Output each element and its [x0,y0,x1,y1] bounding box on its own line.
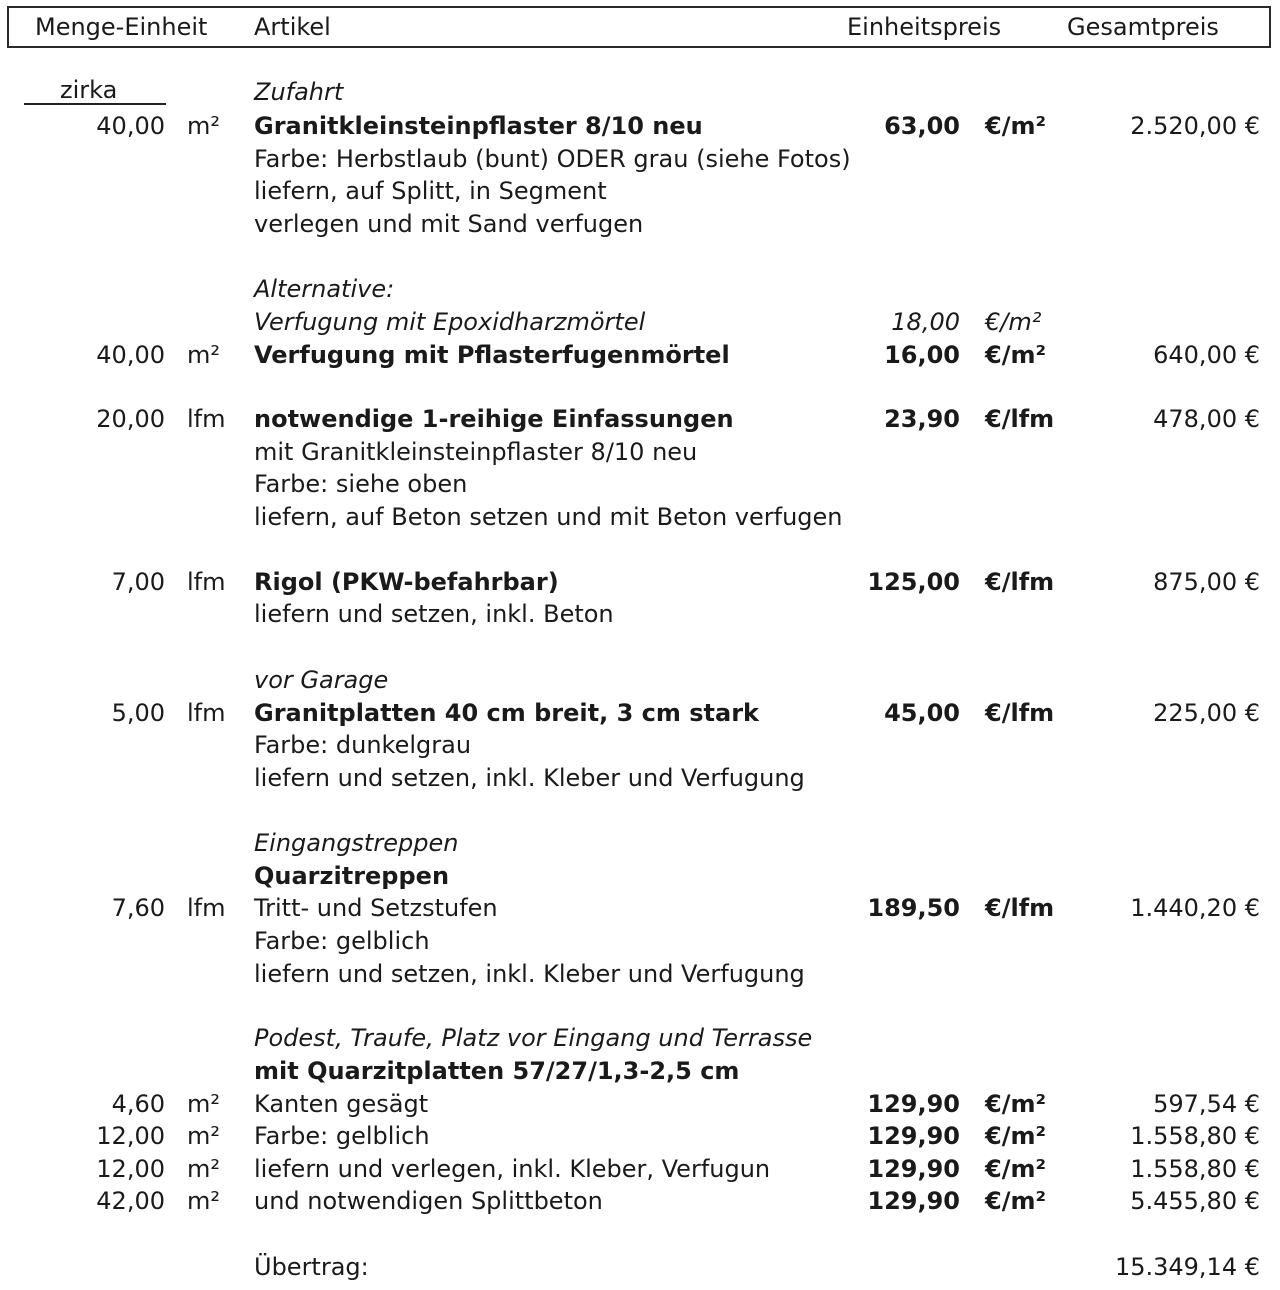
desc-podest: und notwendigen Splittbeton [254,1187,603,1215]
qty-zufahrt: 40,00 [96,112,165,140]
price-treppen: 189,50 [867,894,960,922]
alternative-label: Alternative: [254,275,395,303]
total-podest: 5.455,80 € [1130,1187,1260,1215]
desc-line: liefern, auf Beton setzen und mit Beton verfugen [254,503,843,531]
desc-line: liefern und setzen, inkl. Kleber und Verfugung [254,764,805,792]
epoxid-text: Verfugung mit Epoxidharzmörtel [254,308,646,336]
qty-rigol: 7,00 [111,568,165,596]
subtitle-treppen: Tritt- und Setzstufen [254,894,498,922]
price-unit-podest: €/m² [985,1122,1046,1150]
desc-podest: Farbe: gelblich [254,1122,430,1150]
price-einfassung: 23,90 [884,405,960,433]
epoxid-price-unit: €/m² [985,308,1042,336]
unit-treppen: lfm [187,894,226,922]
zirka-label: zirka [60,76,118,104]
table-header [7,6,1271,48]
desc-line: Farbe: siehe oben [254,470,468,498]
total-podest: 597,54 € [1153,1090,1260,1118]
desc-line: liefern, auf Splitt, in Segment [254,177,607,205]
header-total: Gesamtpreis [1067,13,1219,41]
epoxid-price: 18,00 [891,308,960,336]
category-podest: Podest, Traufe, Platz vor Eingang und Terrasse [254,1024,813,1052]
unit-podest: m² [187,1187,220,1215]
total-alternative: 640,00 € [1153,341,1260,369]
qty-alternative: 40,00 [96,341,165,369]
total-einfassung: 478,00 € [1153,405,1260,433]
title-podest: mit Quarzitplatten 57/27/1,3-2,5 cm [254,1057,740,1085]
carryover-total: 15.349,14 € [1114,1253,1260,1281]
title-garage: Granitplatten 40 cm breit, 3 cm stark [254,699,759,727]
desc-line: Farbe: Herbstlaub (bunt) ODER grau (siehe Fotos) [254,145,851,173]
desc-line: Farbe: gelblich [254,927,430,955]
unit-podest: m² [187,1090,220,1118]
unit-garage: lfm [187,699,226,727]
category-zufahrt: Zufahrt [254,78,344,106]
desc-line: liefern und setzen, inkl. Beton [254,600,614,628]
price-unit-podest: €/m² [985,1187,1046,1215]
total-zufahrt: 2.520,00 € [1130,112,1260,140]
price-podest: 129,90 [867,1122,960,1150]
total-podest: 1.558,80 € [1130,1155,1260,1183]
qty-treppen: 7,60 [111,894,165,922]
total-podest: 1.558,80 € [1130,1122,1260,1150]
category-treppen: Eingangstreppen [254,829,459,857]
title-treppen: Quarzitreppen [254,862,450,890]
desc-line: Farbe: dunkelgrau [254,731,472,759]
price-unit-treppen: €/lfm [985,894,1055,922]
price-garage: 45,00 [884,699,960,727]
price-zufahrt: 63,00 [884,112,960,140]
total-treppen: 1.440,20 € [1130,894,1260,922]
price-rigol: 125,00 [867,568,960,596]
price-podest: 129,90 [867,1090,960,1118]
unit-podest: m² [187,1122,220,1150]
qty-garage: 5,00 [111,699,165,727]
desc-podest: Kanten gesägt [254,1090,429,1118]
qty-podest: 12,00 [96,1122,165,1150]
title-einfassung: notwendige 1-reihige Einfassungen [254,405,734,433]
desc-line: mit Granitkleinsteinpflaster 8/10 neu [254,438,698,466]
unit-alternative: m² [187,341,220,369]
header-unit-price: Einheitspreis [847,13,1002,41]
header-article: Artikel [254,13,331,41]
price-unit-rigol: €/lfm [985,568,1055,596]
price-unit-podest: €/m² [985,1155,1046,1183]
price-alternative: 16,00 [884,341,960,369]
qty-podest: 4,60 [111,1090,165,1118]
qty-podest: 12,00 [96,1155,165,1183]
qty-einfassung: 20,00 [96,405,165,433]
header-qty: Menge-Einheit [35,13,208,41]
unit-einfassung: lfm [187,405,226,433]
title-rigol: Rigol (PKW-befahrbar) [254,568,559,596]
price-unit-alternative: €/m² [985,341,1046,369]
price-podest: 129,90 [867,1187,960,1215]
title-alternative: Verfugung mit Pflasterfugenmörtel [254,341,730,369]
price-unit-garage: €/lfm [985,699,1055,727]
qty-podest: 42,00 [96,1187,165,1215]
unit-rigol: lfm [187,568,226,596]
unit-zufahrt: m² [187,112,220,140]
price-unit-einfassung: €/lfm [985,405,1055,433]
title-zufahrt: Granitkleinsteinpflaster 8/10 neu [254,112,703,140]
carryover-label: Übertrag: [254,1253,369,1281]
total-garage: 225,00 € [1153,699,1260,727]
desc-line: liefern und setzen, inkl. Kleber und Verfugung [254,960,805,988]
desc-podest: liefern und verlegen, inkl. Kleber, Verfugun [254,1155,771,1183]
price-unit-zufahrt: €/m² [985,112,1046,140]
unit-podest: m² [187,1155,220,1183]
price-podest: 129,90 [867,1155,960,1183]
price-unit-podest: €/m² [985,1090,1046,1118]
category-garage: vor Garage [254,666,389,694]
desc-line: verlegen und mit Sand verfugen [254,210,644,238]
total-rigol: 875,00 € [1153,568,1260,596]
zirka-underline [24,103,166,105]
